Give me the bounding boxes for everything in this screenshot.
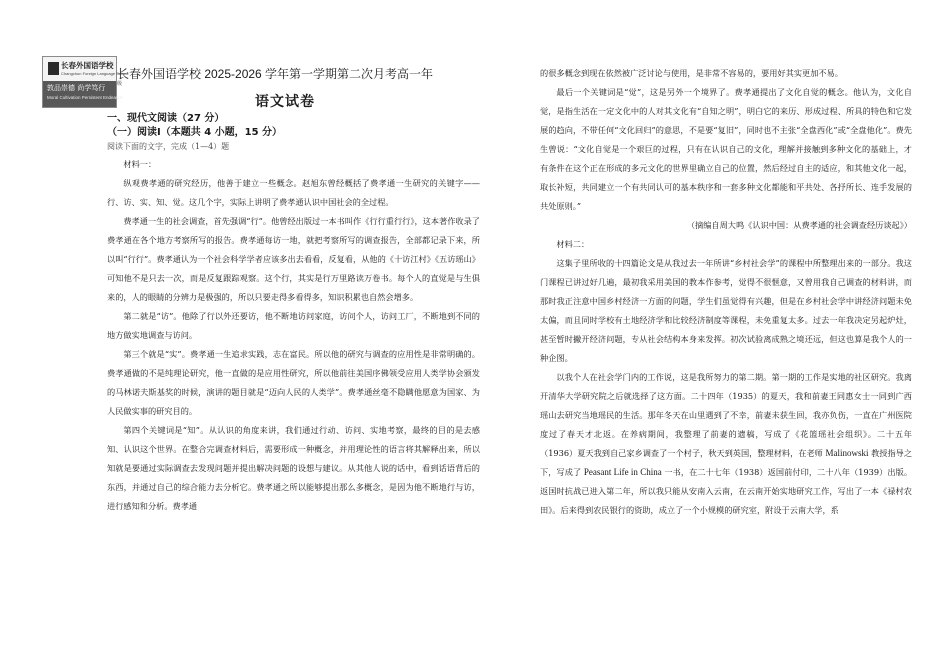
person-name: Malinowski [825, 448, 869, 458]
school-emblem-icon [48, 62, 59, 75]
paragraph: 第四个关键词是“知”。从认识的角度来讲，我们通过行动、访问、实地考察，最终的目的是去感知、认识这个世界。在整合完调查材料后，需要形成一种概念，并用理论性的语言将其解释出来，所以知就是要通过实际调查去发现问题并提出解决问题的设想与建议。从其他人说的话中，看到话语背后的东西，并通过自己的综合能力去分析它。费孝通之所以能够提出那么多概念，是因为他不断地行与访，进行感知和分析。费孝通 [107, 425, 480, 511]
school-logo [42, 56, 129, 108]
text-segment: 以我个人在社会学门内的工作说，这是我所努力的第二期。第一期的工作是实地的社区研究。我离开清华大学研究院之后就选择了这方面。二十四年（1935）的夏天，我和前妻王同惠女士一同到广西瑶山去研究当地瑶民的生活。那年冬天在山里遇到了不幸，前妻未获生回，我亦负伤，一直在广州医院度过了春天才北返。在养病期间，我整理了前妻的遗稿，写成了《花篮瑶社会组织》。二十五年（1936）夏天我到自己家乡调查了一个村子，秋天到英国，整理材料，在老师 [540, 372, 912, 458]
subsection-heading: （一）阅读Ⅰ（本题共 4 小题，15 分） [107, 127, 283, 138]
paragraph: 第二就是“访”。他除了行以外还要访，他不断地访问家庭，访问个人，访问工厂，不断地到不同的地方做实地调查与访问。 [107, 311, 480, 340]
material-one-label: 材料一： [123, 159, 157, 169]
text-segment: 一书，在二十七年（1938）返国前付印，二十八年（1939）出版。返国时抗战已进入第二年，所以我只能从安南入云南，在云南开始实地研究工作，写出了一本《禄村农田》。后来得到农民银行的资助，成立了一个小规模的研究室，附设于云南大学，系 [540, 467, 912, 515]
left-text-column [107, 155, 480, 570]
material-two-label: 材料二： [556, 239, 590, 249]
right-text-column [540, 64, 912, 609]
text-segment: 教授指导之下，写成了 [540, 448, 912, 477]
logo-motto: 敦品崇德 尚学笃行 [47, 84, 106, 92]
paragraph-continued: 的很多概念到现在依然被广泛讨论与使用，是非常不容易的，要用好其实更加不易。 [540, 68, 843, 78]
logo-school-name: 长春外国语学校 [61, 61, 114, 70]
paragraph: 最后一个关键词是“觉”，这是另外一个境界了。费孝通提出了文化自觉的概念。他认为，文化自觉，是指生活在一定文化中的人对其文化有“自知之明”，明白它的来历、形成过程、所具的特色和它发展的趋向，不带任何“文化回归”的意思，不是要“复旧”，同时也不主张“全盘西化”或“全盘他化”。费先生曾说：“文化自觉是一个艰巨的过程，只有在认识自己的文化，理解并接触到多种文化的基础上，才有条件在这个正在形成的多元文化的世界里确立自己的位置，然后经过自主的适应，和其他文化一起，取长补短，共同建立一个有共同认可的基本秩序和一套多种文化都能和平共处、各抒所长、连手发展的共处原则。” [540, 87, 912, 211]
paragraph: 费孝通一生的社会调查，首先强调“行”。他曾经出版过一本书叫作《行行重行行》，这本著作收录了费孝通在各个地方考察所写的报告。费孝通每访一地，就把考察所写的调查报告，全部都记录下来，所以叫“行行”。费孝通认为一个社会科学学者应该多出去看看，反复看，从他的《十访江村》《五访瑶山》可知他不是只去一次，而是反复跟踪观察。这个行，其实是行万里路读万卷书。每个人的直觉是与生俱来的，人的眼睛的分辨力是极强的，所以只要走得多看得多，知识积累也自然会增多。 [107, 216, 480, 302]
section-heading: 一、现代文阅读（27 分） [107, 113, 225, 124]
logo-school-name-en: Changchun Foreign Language School [61, 71, 129, 76]
exam-header-title: 长春外国语学校 2025-2026 学年第一学期第二次月考高一年 [117, 67, 434, 81]
paragraph: 这集子里所收的十四篇论文是从我过去一年所讲“乡村社会学”的课程中所整理出来的一部分。我这门课程已讲过好几遍，最初我采用美国的教本作参考，觉得不很惬意，又曾用我自己调查的材料讲，而那时我正注意中国乡村经济一方面的问题，学生们虽觉得有兴趣，但是在乡村社会学中讲经济问题未免太偏，而且同时学校有土地经济学和比较经济制度等课程，未免重复太多。过去一年我决定另起炉灶，甚至暂时撇开经济问题，专从社会结构本身来发挥。初次试验离成熟之境还远，但这也算是我个人的一种企图。 [540, 258, 912, 363]
paragraph: 纵观费孝通的研究经历，他善于建立一些概念。赵旭东曾经概括了费孝通一生研究的关键字——行、访、实、知、觉。这几个字，实际上讲明了费孝通认识中国社会的全过程。 [107, 178, 480, 207]
paragraph: 第三个就是“实”。费孝通一生追求实践，志在富民。所以他的研究与调查的应用性是非常明确的。费孝通做的不是纯理论研究，他一直做的是应用性研究，所以他前往美国序佛领受应用人类学协会颁发的马林诺夫斯基奖的时候，演讲的题目就是“迈向人民的人类学”。费孝通丝毫不隐瞒他愿意为国家、为人民做实事的研究目的。 [107, 349, 480, 416]
source-citation: （摘编自周大鸣《认识中国：从费孝通的社会调查经历谈起》） [686, 220, 912, 230]
page-title: 语文试卷 [255, 94, 315, 110]
exam-header-continuation: 级 [117, 81, 123, 87]
logo-motto-en: Moral Cultivation Persistent Endeavor [47, 95, 123, 100]
paragraph [540, 368, 912, 520]
reading-instruction: 阅读下面的文字，完成（1—4）题 [107, 142, 230, 151]
book-title: Peasant Life in China [583, 467, 662, 477]
